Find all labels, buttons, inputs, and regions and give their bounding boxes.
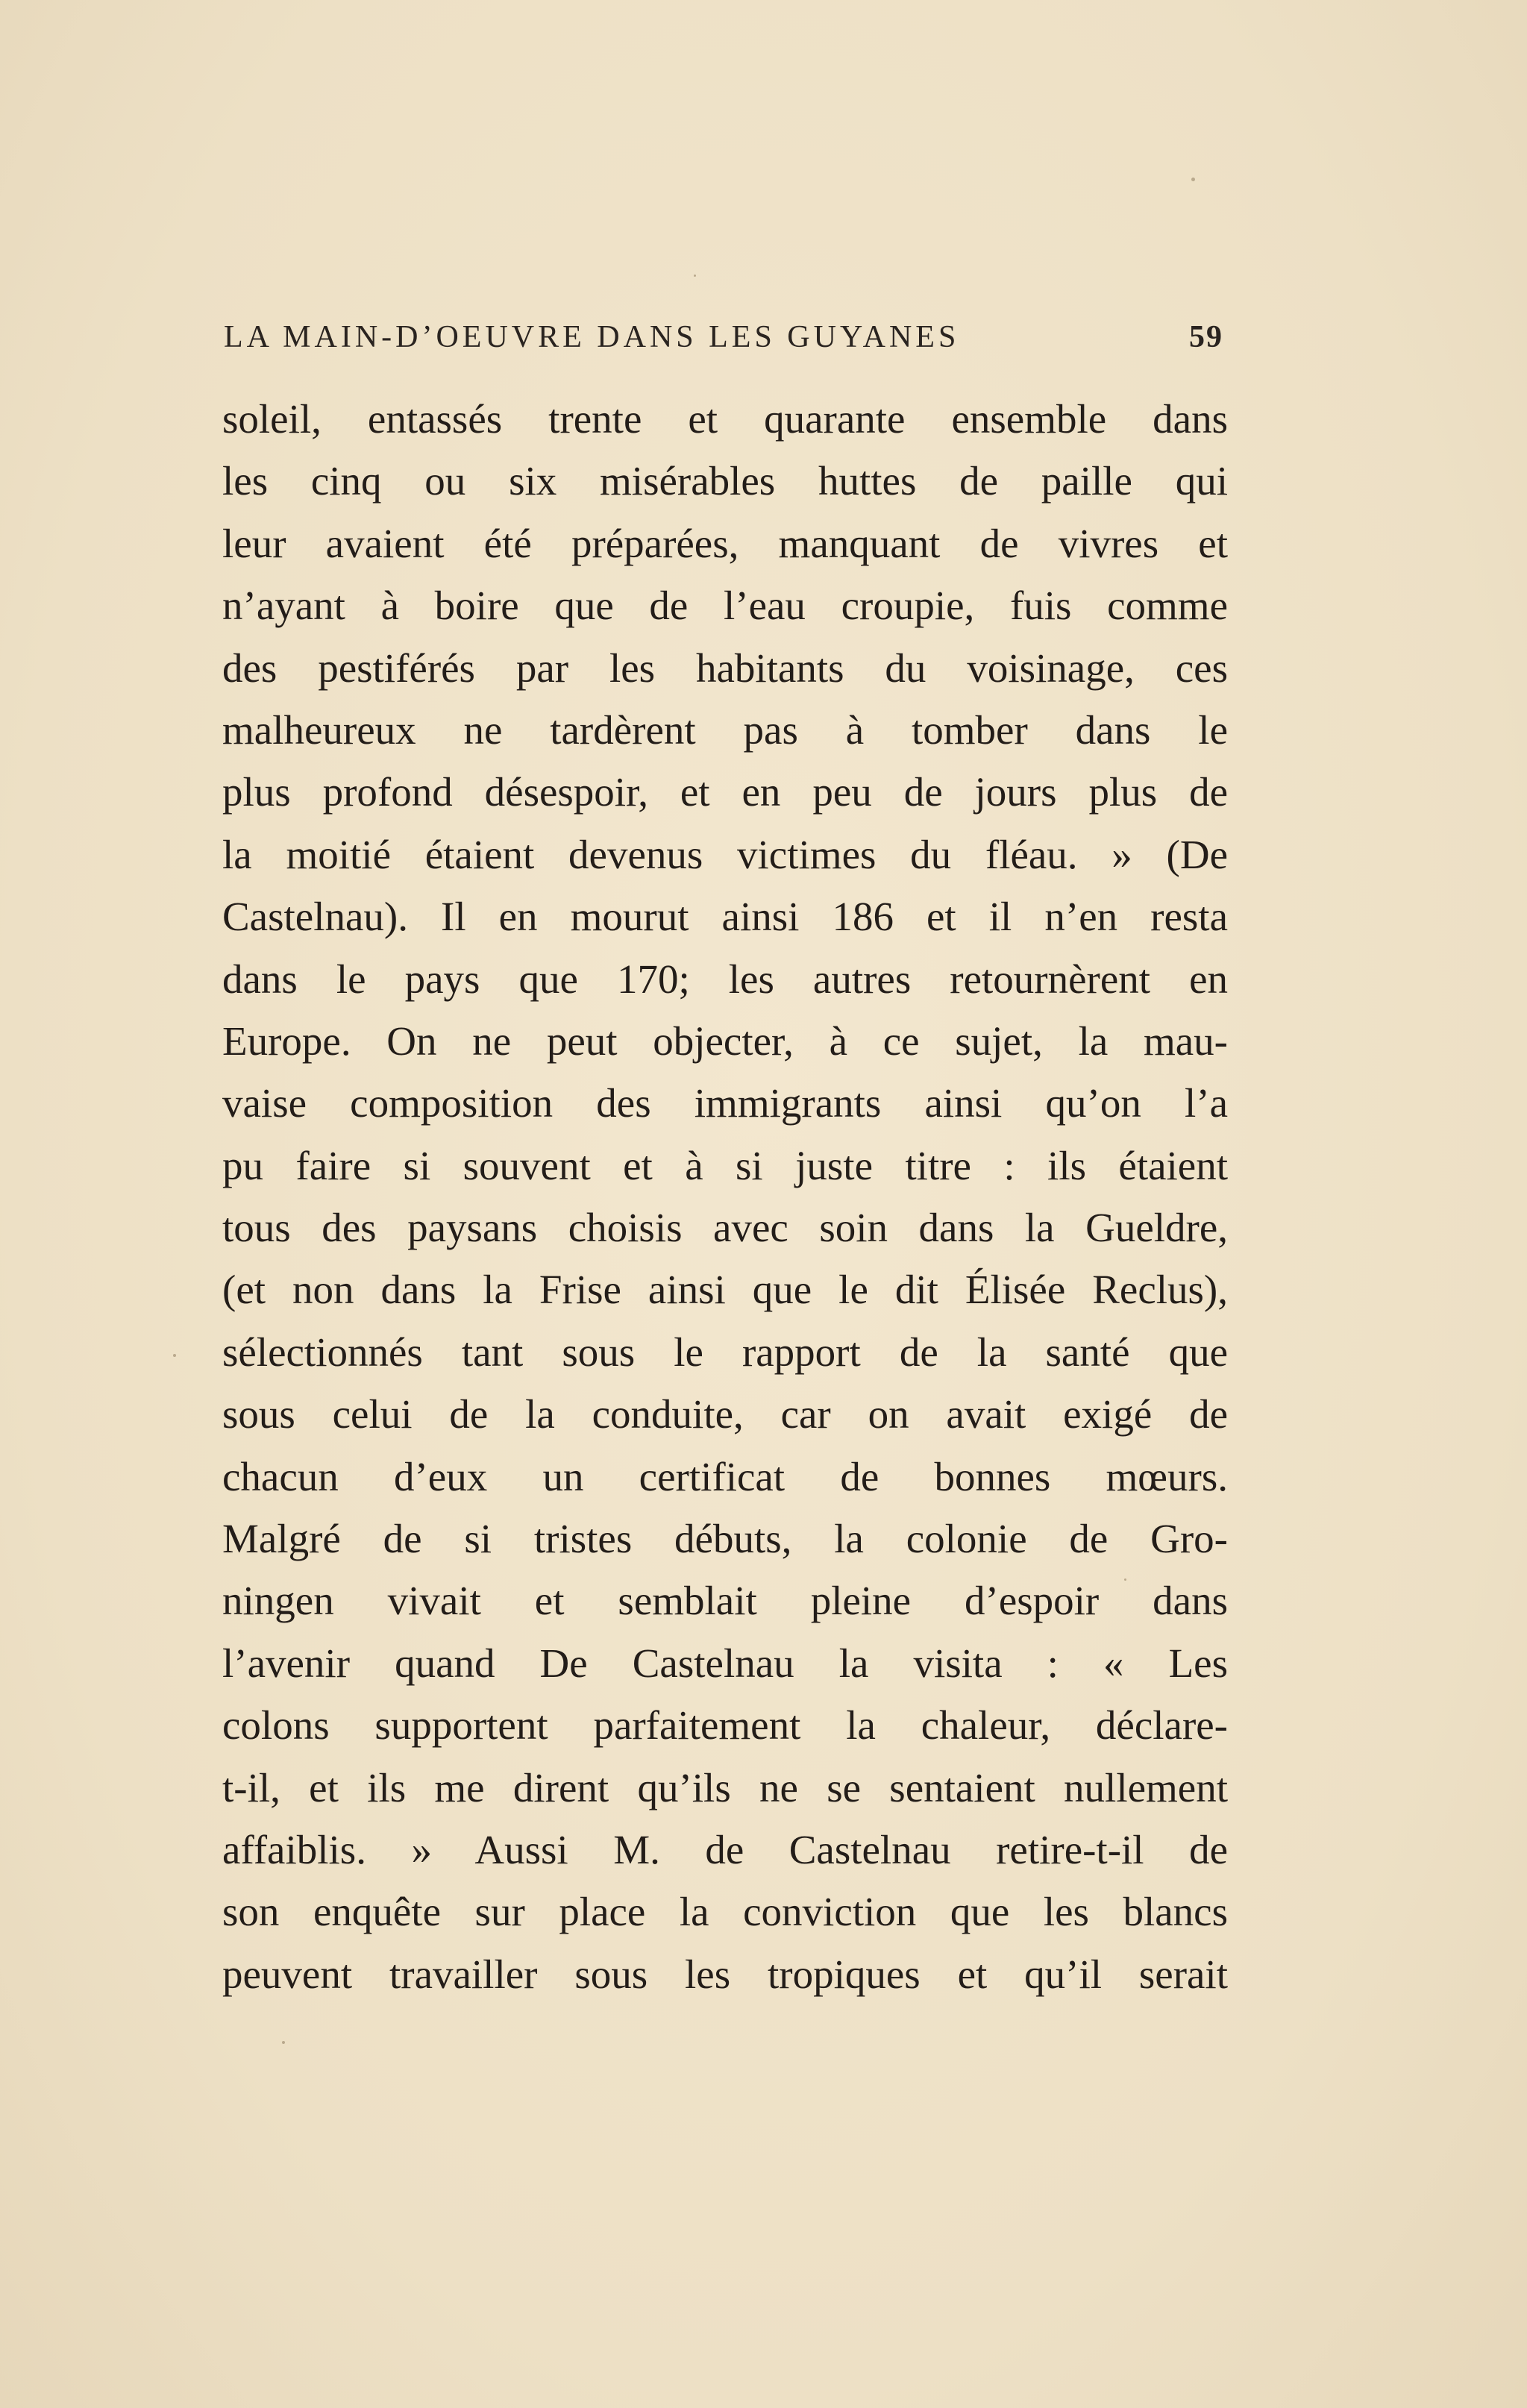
text-line: sélectionnés tant sous le rapport de la santé que — [222, 1329, 1228, 1375]
text-line: Castelnau). Il en mourut ainsi 186 et il n’en resta — [222, 894, 1228, 940]
text-line: pu faire si souvent et à si juste titre : ils étaient — [222, 1142, 1228, 1188]
text-line: chacun d’eux un certificat de bonnes mœurs. — [222, 1453, 1228, 1499]
text-line: la moitié étaient devenus victimes du fléau. » (De — [222, 831, 1228, 877]
text-line: (et non dans la Frise ainsi que le dit Élisée Reclus), — [222, 1267, 1228, 1313]
text-line: affaiblis. » Aussi M. de Castelnau retire-t-il de — [222, 1826, 1228, 1872]
text-line: des pestiférés par les habitants du voisinage, ces — [222, 645, 1228, 691]
body-text — [222, 388, 1228, 2005]
text-line: Malgré de si tristes débuts, la colonie de Gro- — [222, 1516, 1228, 1562]
page-number: 59 — [1189, 320, 1223, 354]
text-line: leur avaient été préparées, manquant de vivres et — [222, 520, 1228, 566]
text-line: les cinq ou six misérables huttes de paille qui — [222, 458, 1228, 504]
text-line: dans le pays que 170; les autres retournèrent en — [222, 956, 1228, 1002]
text-line: son enquête sur place la conviction que les blancs — [222, 1889, 1228, 1935]
text-line: ningen vivait et semblait pleine d’espoir dans — [222, 1578, 1228, 1624]
paper-speck — [694, 275, 696, 277]
text-line: tous des paysans choisis avec soin dans la Gueldre, — [222, 1205, 1228, 1251]
text-line: colons supportent parfaitement la chaleur, déclare- — [222, 1702, 1228, 1749]
text-line: peuvent travailler sous les tropiques et qu’il serait — [222, 1951, 1228, 1997]
text-line: malheureux ne tardèrent pas à tomber dans le — [222, 706, 1228, 753]
text-line: t-il, et ils me dirent qu’ils ne se sentaient nullement — [222, 1764, 1228, 1810]
text-line: Europe. On ne peut objecter, à ce sujet, la mau- — [222, 1018, 1228, 1064]
paper-speck — [282, 2041, 285, 2044]
text-line: sous celui de la conduite, car on avait exigé de — [222, 1391, 1228, 1437]
paper-speck — [1191, 178, 1195, 181]
text-line: l’avenir quand De Castelnau la visita : « Les — [222, 1640, 1228, 1686]
running-head — [224, 319, 1223, 364]
paper-speck — [173, 1354, 176, 1357]
text-line: soleil, entassés trente et quarante ensemble dans — [222, 396, 1228, 442]
running-title: LA MAIN-D’OEUVRE DANS LES GUYANES — [224, 320, 960, 354]
text-line: n’ayant à boire que de l’eau croupie, fuis comme — [222, 583, 1228, 629]
text-line: plus profond désespoir, et en peu de jours plus de — [222, 769, 1228, 815]
text-line: vaise composition des immigrants ainsi qu’on l’a — [222, 1080, 1228, 1126]
